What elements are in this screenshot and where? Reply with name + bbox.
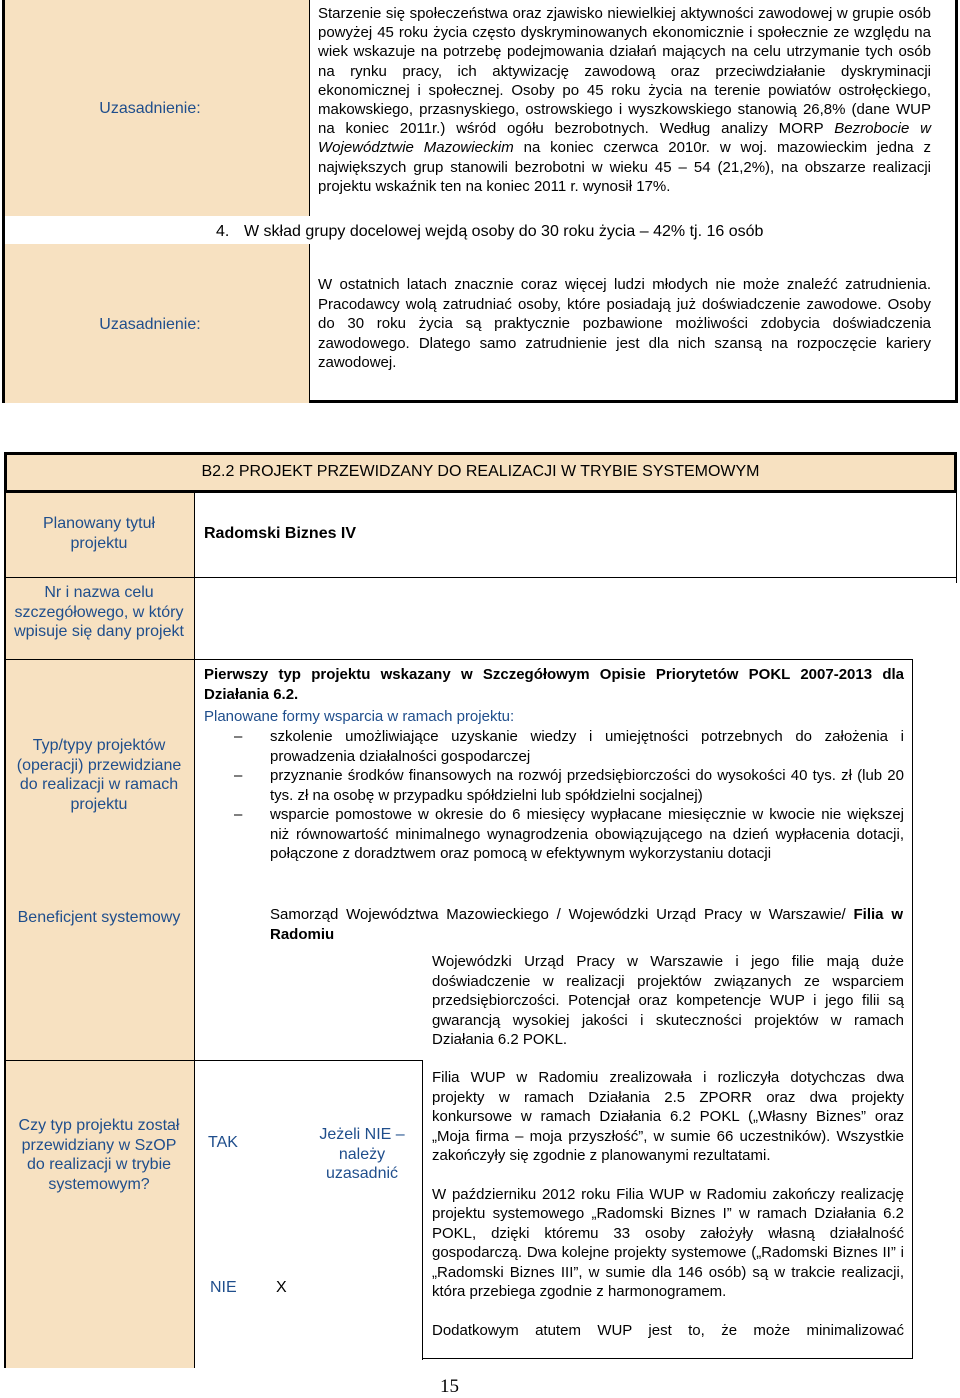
project-title-value: Radomski Biznes IV — [204, 525, 357, 542]
beneficiary-label: Beneficjent systemowy — [17, 909, 181, 926]
list-item: – przyznanie środków finansowych na rozwój przedsiębiorczości do wysokości 40 tys. zł (lub 20 tys. zł na osobę w przypadku spółdzielni lub spółdzielni socjalnej) — [234, 767, 904, 804]
project-types-label: Typ/typy projektów (operacji) przewidziane do realizacji w ramach projektu — [16, 737, 182, 813]
label-divider-2 — [309, 244, 310, 403]
project-title-label: Planowany tytuł projektu — [42, 515, 156, 552]
if-no-label: Jeżeli NIE – należy uzasadnić — [319, 1126, 405, 1182]
option-nie: NIE — [210, 1279, 237, 1296]
justification-text-2: W ostatnich latach znacznie coraz więcej ludzi młodych nie może znaleźć zatrudnienia. Pracodawcy wolą zatrudniać osoby, które posiadają już doświadczenie zawodowe. Osoby do 30 roku życia są praktycznie pozbawione możliwości zdobycia doświadczenia zawodowego. Dlatego samo zatrudnienie jest dla nich szansą na rozpoczęcie kariery zawodowej. — [318, 276, 931, 371]
beneficiary-value: Samorząd Województwa Mazowieckiego / Wojewódzki Urząd Pracy w Warszawie/ Filia w Radomiu — [270, 906, 903, 943]
project-types-intro: Pierwszy typ projektu wskazany w Szczegółowym Opisie Priorytetów POKL 2007-2013 dla Działania 6.2. — [204, 666, 904, 703]
justification-label-2: Uzasadnienie: — [99, 316, 201, 333]
label-divider-1 — [309, 0, 310, 216]
option-tak: TAK — [208, 1134, 238, 1151]
option-nie-mark: X — [276, 1279, 287, 1296]
beneficiary-note: Wojewódzki Urząd Pracy w Warszawie i jego filie mają duże doświadczenie w realizacji projektów związanych ze wsparciem przedsiębiorczości. Potencjał oraz kompetencje WUP i jego filii są gwarancją wysokiej jakości i skuteczności projektów w ramach Działania 6.2 POKL. — [432, 953, 904, 1048]
item-4-text: W skład grupy docelowej wejdą osoby do 30 roku życia – 42% tj. 16 osób — [244, 223, 764, 240]
justification-column — [432, 1068, 904, 1340]
justification-label-1: Uzasadnienie: — [99, 100, 201, 117]
list-item: – wsparcie pomostowe w okresie do 6 miesięcy wypłacane miesięcznie w kwocie nie większej niż równowartość minimalnego wynagrodzenia obowiązującego na dzień wypłacenia dotacji, połączone z doradztwem oraz pomocą w efektywnym wykorzystaniu dotacji — [234, 806, 904, 862]
forms-intro: Planowane formy wsparcia w ramach projektu: — [204, 708, 515, 725]
item-4-number: 4. — [216, 223, 230, 240]
szop-question: Czy typ projektu został przewidziany w SzOP do realizacji w trybie systemowym? — [18, 1117, 180, 1193]
objective-label: Nr i nazwa celu szczegółowego, w który wpisuje się dany projekt — [14, 584, 184, 640]
list-item: – szkolenie umożliwiające uzyskanie wiedzy i umiejętności potrzebnych do założenia i prowadzenia działalności gospodarczej — [234, 728, 904, 765]
forms-list — [204, 727, 904, 864]
justification-paragraph: Filia WUP w Radomiu zrealizowała i rozliczyła dotychczas dwa projekty w ramach Działania 2.5 ZPORR oraz dwa projekty konkursowe w ramach Działania 6.2 POKL („Własny Biznes” oraz „Moja firma – moja przyszłość”, w sumie 66 uczestników). Wszystkie zakończyły się zgodnie z planowanymi rezultatami. — [432, 1069, 904, 1164]
justification-paragraph: W październiku 2012 roku Filia WUP w Radomiu zakończy realizację projektu systemowego „Radomski Biznes I” w ramach Działania 6.2 POKL, dzięki któremu 33 osoby założyły własną działalność gospodarczą. Dwa kolejne projekty systemowe („Radomski Biznes II” i „Radomski Biznes III”, w sumie dla 146 osób) są w trakcie realizacji, która przebiega zgodnie z harmonogramem. — [432, 1185, 904, 1300]
page-number: 15 — [440, 1376, 459, 1397]
justification-text-1: Starzenie się społeczeństwa oraz zjawisko niewielkiej aktywności zawodowej w grupie osób powyżej 45 roku życia często dyskryminowanych ekonomicznie i społecznie ze względu na wiek wskazuje na potrzebę podejmowania działań mających na celu utrzymanie tych osób na rynku pracy, ich aktywizację zawodową oraz przeciwdziałanie dyskryminacji ekonomicznej i społecznej. Osoby po 45 roku życia na terenie powiatów ostrołęckiego, makowskiego, przasnyskiego, ostrowskiego i wyszkowskiego stanowią 26,8% (dane WUP na koniec 2011r.) wśród ogółu bezrobotnych. Według analizy MORP Bezrobocie w Województwie Mazowieckim na koniec czerwca 2010r. w woj. mazowieckim jedna z największych grup stanowili bezrobotni w wieku 45 – 54 (21,2%), na obszarze realizacji projektu wskaźnik ten na koniec 2011 r. wynosił 17%. — [318, 5, 931, 195]
b22-heading: B2.2 PROJEKT PRZEWIDZANY DO REALIZACJI W TRYBIE SYSTEMOWYM — [201, 463, 760, 480]
justification-paragraph: Dodatkowym atutem WUP jest to, że może minimalizować — [432, 1321, 904, 1339]
